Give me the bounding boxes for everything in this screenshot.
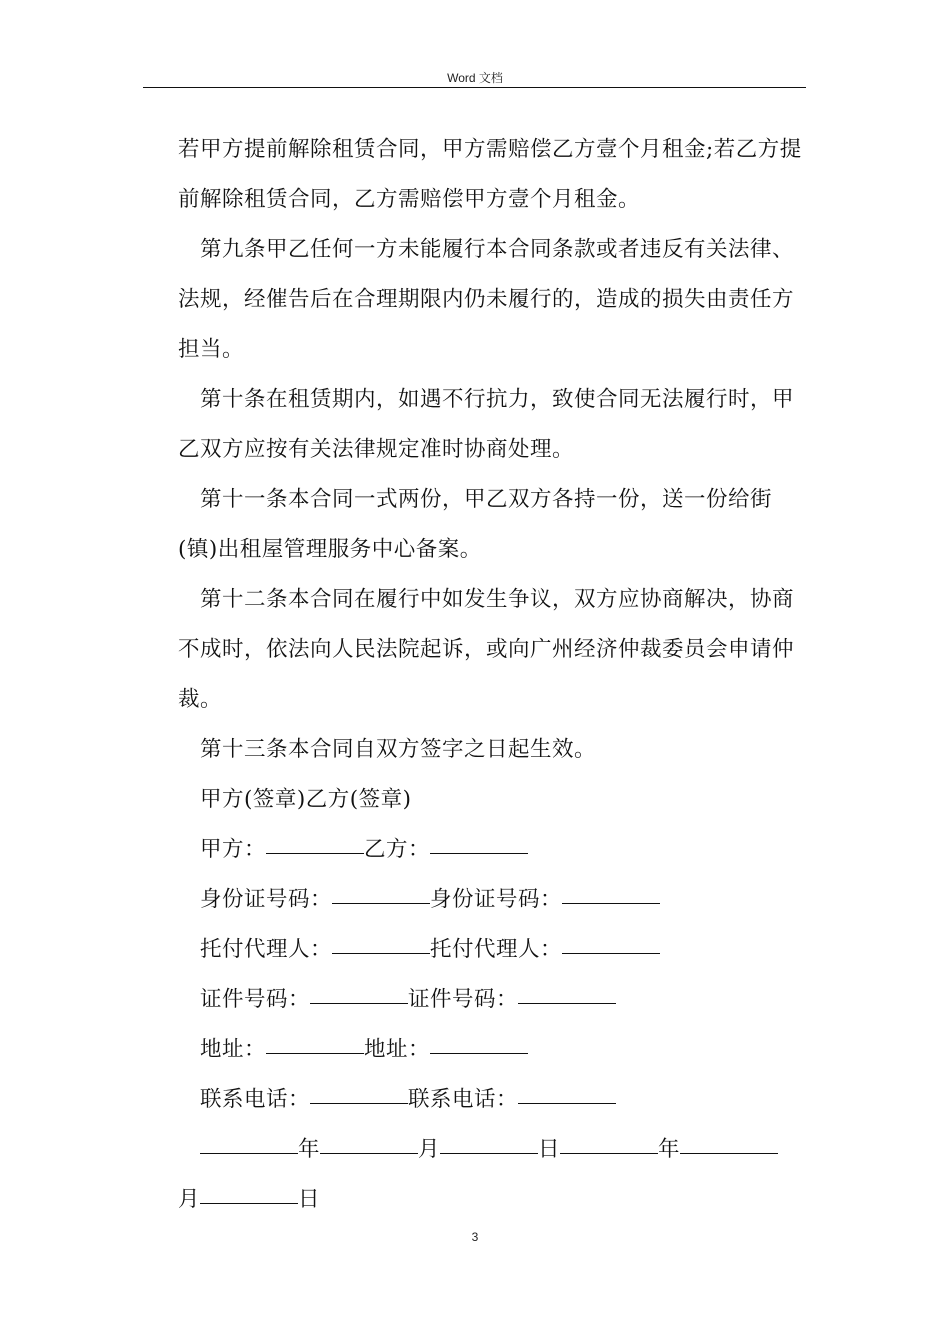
phone-b-label: 联系电话： bbox=[408, 1087, 519, 1112]
party-b-label: 乙方： bbox=[364, 837, 431, 862]
paragraph-article-11: 第十一条本合同一式两份，甲乙双方各持一份，送一份给街(镇)出租屋管理服务中心备案。 bbox=[178, 487, 773, 562]
year-b-blank bbox=[560, 1152, 658, 1154]
year-a-blank bbox=[200, 1152, 298, 1154]
signature-block bbox=[178, 775, 808, 1225]
agent-b-label: 托付代理人： bbox=[430, 937, 563, 962]
party-a-label: 甲方： bbox=[200, 837, 267, 862]
header-title: Word 文档 bbox=[447, 71, 503, 85]
address-line bbox=[178, 1025, 808, 1075]
party-line bbox=[178, 825, 808, 875]
party-a-blank bbox=[266, 852, 364, 854]
day-a-blank bbox=[440, 1152, 538, 1154]
agent-line bbox=[178, 925, 808, 975]
day-b-label: 日 bbox=[298, 1187, 321, 1212]
id-a-blank bbox=[332, 902, 430, 904]
addr-a-blank bbox=[266, 1052, 364, 1054]
paragraph-article-9: 第九条甲乙任何一方未能履行本合同条款或者违反有关法律、法规，经催告后在合理期限内仍未履行的，造成的损失由责任方担当。 bbox=[178, 237, 795, 362]
cert-a-blank bbox=[310, 1002, 408, 1004]
phone-line bbox=[178, 1075, 808, 1125]
id-b-blank bbox=[562, 902, 660, 904]
document-body bbox=[178, 125, 808, 1225]
date-line bbox=[178, 1125, 808, 1175]
id-a-label: 身份证号码： bbox=[200, 887, 333, 912]
month-b-blank bbox=[680, 1152, 778, 1154]
month-a-blank bbox=[320, 1152, 418, 1154]
page-number: 3 bbox=[471, 1230, 479, 1244]
id-number-line bbox=[178, 875, 808, 925]
paragraph-article-10: 第十条在租赁期内，如遇不行抗力，致使合同无法履行时，甲乙双方应按有关法律规定准时协商处理。 bbox=[178, 387, 795, 462]
phone-b-blank bbox=[518, 1102, 616, 1104]
year-b-label: 年 bbox=[658, 1137, 681, 1162]
paragraph-termination: 若甲方提前解除租赁合同，甲方需赔偿乙方壹个月租金;若乙方提前解除租赁合同，乙方需赔偿甲方壹个月租金。 bbox=[178, 137, 802, 212]
month-b-label: 月 bbox=[178, 1187, 201, 1212]
day-a-label: 日 bbox=[538, 1137, 561, 1162]
date-line-continued bbox=[178, 1175, 808, 1225]
cert-b-blank bbox=[518, 1002, 616, 1004]
addr-b-label: 地址： bbox=[364, 1037, 431, 1062]
year-a-label: 年 bbox=[298, 1137, 321, 1162]
addr-a-label: 地址： bbox=[200, 1037, 267, 1062]
header-rule bbox=[143, 87, 806, 88]
agent-a-blank bbox=[332, 952, 430, 954]
cert-b-label: 证件号码： bbox=[408, 987, 519, 1012]
cert-a-label: 证件号码： bbox=[200, 987, 311, 1012]
phone-a-blank bbox=[310, 1102, 408, 1104]
party-b-blank bbox=[430, 852, 528, 854]
addr-b-blank bbox=[430, 1052, 528, 1054]
agent-b-blank bbox=[562, 952, 660, 954]
paragraph-article-12: 第十二条本合同在履行中如发生争议，双方应协商解决，协商不成时，依法向人民法院起诉，或向广州经济仲裁委员会申请仲裁。 bbox=[178, 587, 795, 712]
id-b-label: 身份证号码： bbox=[430, 887, 563, 912]
certificate-line bbox=[178, 975, 808, 1025]
month-a-label: 月 bbox=[418, 1137, 441, 1162]
phone-a-label: 联系电话： bbox=[200, 1087, 311, 1112]
agent-a-label: 托付代理人： bbox=[200, 937, 333, 962]
day-b-blank bbox=[200, 1202, 298, 1204]
signature-heading: 甲方(签章)乙方(签章) bbox=[200, 787, 412, 812]
paragraph-article-13: 第十三条本合同自双方签字之日起生效。 bbox=[200, 737, 597, 762]
